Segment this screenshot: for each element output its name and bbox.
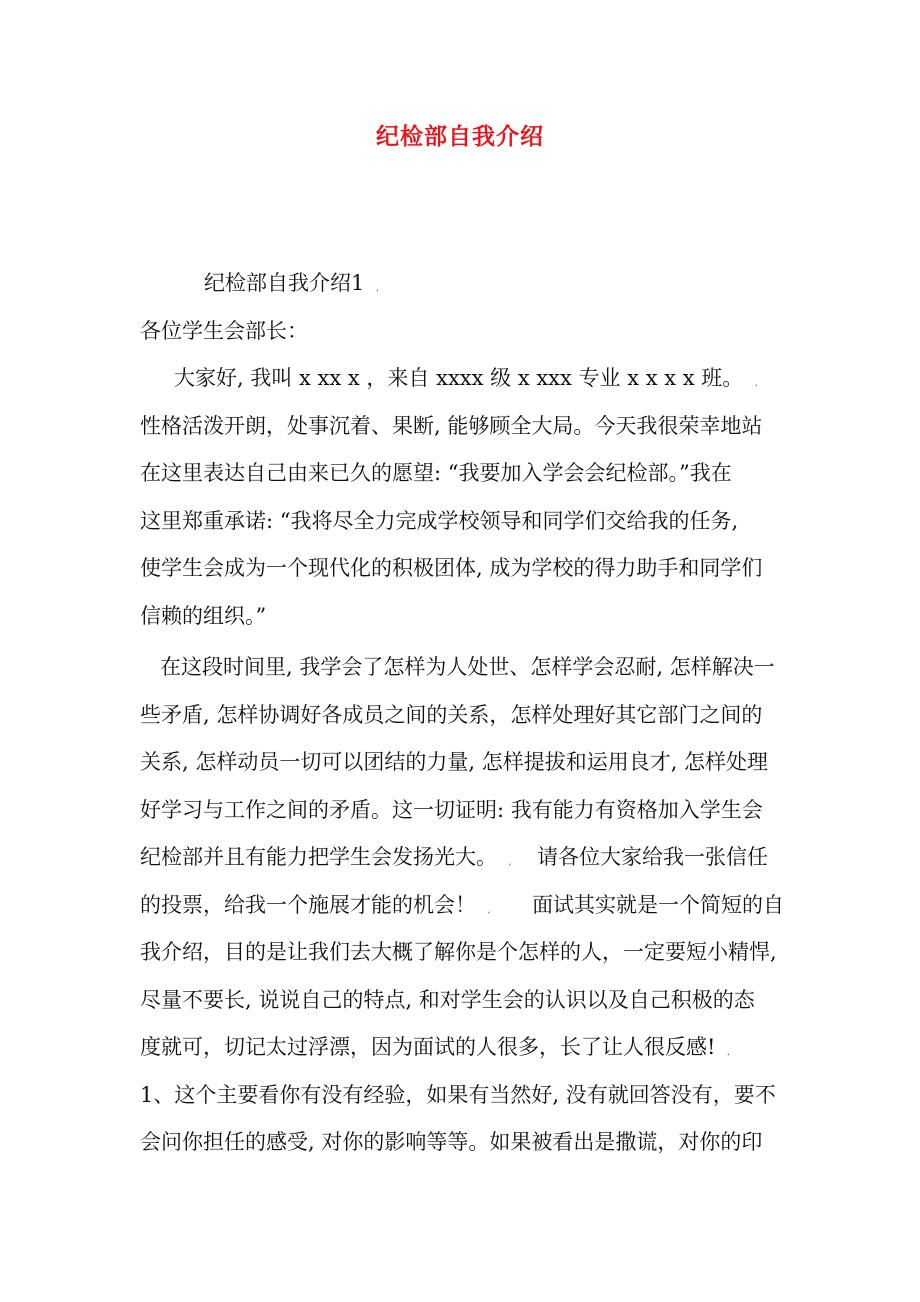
text-line: 我介绍，目的是让我们去大概了解你是个怎样的人，一定要短小精悍, [140,940,777,964]
text-line: 使学生会成为一个现代化的积极团体, 成为学校的得力助手和同学们 [140,556,763,580]
text-line: 好学习与工作之间的矛盾。这一切证明: 我有能力有资格加入学生会 [140,798,763,822]
text-line: 信赖的组织。” [140,604,267,628]
text-line-content: 请各位大家给我一张信任 [537,845,769,869]
text-line: 这里郑重承诺: “我将尽全力完成学校领导和同学们交给我的任务, [140,509,739,533]
text-line: 1、这个主要看你有没有经验，如果有当然好, 没有就回答没有，要不 [140,1083,776,1107]
text-line [140,842,788,874]
document-title: 纪检部自我介绍 [376,123,544,150]
text-line: 性格活泼开朗，处事沉着、果断, 能够顾全大局。今天我很荣幸地站 [140,414,763,438]
text-line: 在这段时间里, 我学会了怎样为人处世、怎样学会忍耐, 怎样解决一 [160,655,775,679]
salutation: 各位学生会部长： [140,319,308,343]
text-line-content: 的投票，给我一个施展才能的机会！ [140,893,476,917]
text-line: 些矛盾, 怎样协调好各成员之间的关系，怎样处理好其它部门之间的 [140,703,763,727]
text-line [140,890,788,922]
text-line-content: 大家好, 我叫 x xx x ，来自 xxxx 级 x xxx 专业 x x x x 班。 [174,366,744,390]
heading-text: 纪检部自我介绍1 [204,271,365,295]
text-line: 尽量不要长, 说说自己的特点, 和对学生会的认识以及自己积极的态 [140,988,755,1012]
text-line: 关系, 怎样动员一切可以团结的力量, 怎样提拔和运用良才, 怎样处理 [140,750,769,774]
text-line-content: 度就可，切记太过浮漂，因为面试的人很多，长了让人很反感! [140,1035,716,1059]
text-line-content: 面试其实就是一个简短的自 [532,893,785,917]
text-line-content: 纪检部并且有能力把学生会发扬光大。 [140,845,497,869]
text-line [140,1032,788,1064]
text-line [174,363,822,395]
section-heading [204,268,852,300]
text-line: 在这里表达自己由来已久的愿望: “我要加入学会会纪检部。”我在 [140,461,732,485]
text-line: 会问你担任的感受, 对你的影响等等。如果被看出是撒谎，对你的印 [140,1130,763,1154]
